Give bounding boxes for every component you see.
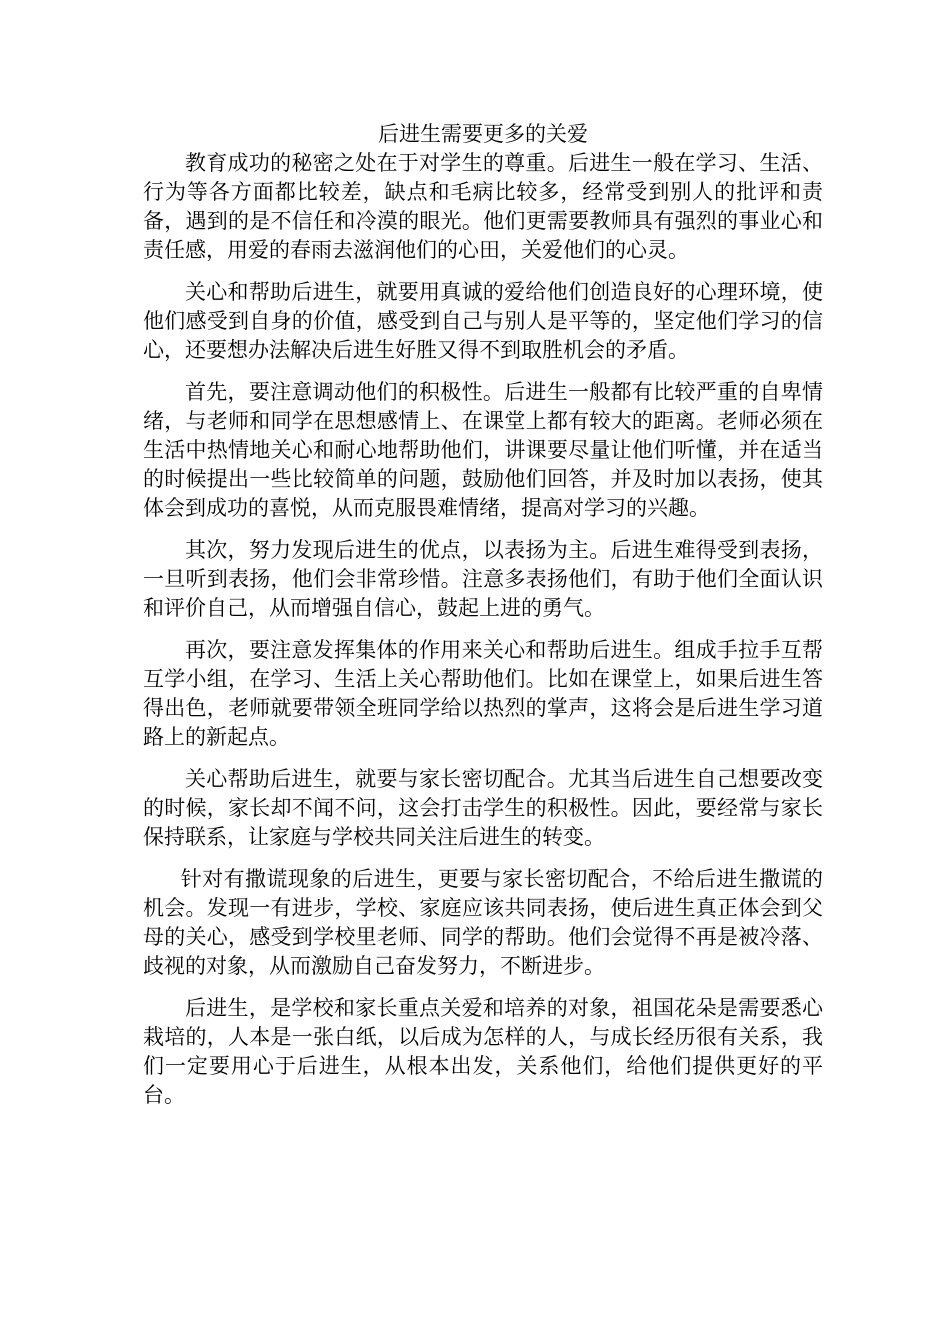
- paragraph-7: 针对有撒谎现象的后进生，更要与家长密切配合，不给后进生撒谎的机会。发现一有进步，学校、家庭应该共同表扬，使后进生真正体会到父母的关心，感受到学校里老师、同学的帮助。他们会觉得不再是被冷落、歧视的对象，从而激励自己奋发努力，不断进步。: [143, 867, 823, 978]
- document-body: [143, 120, 823, 1123]
- paragraph-8: 后进生，是学校和家长重点关爱和培养的对象，祖国花朵是需要悉心栽培的，人本是一张白纸，以后成为怎样的人，与成长经历很有关系，我们一定要用心于后进生，从根本出发，关系他们，给他们提供更好的平台。: [143, 996, 823, 1107]
- document-title: 后进生需要更多的关爱: [378, 122, 588, 146]
- paragraph-1: 教育成功的秘密之处在于对学生的尊重。后进生一般在学习、生活、行为等各方面都比较差，缺点和毛病比较多，经常受到别人的批评和责备，遇到的是不信任和冷漠的眼光。他们更需要教师具有强烈的事业心和责任感，用爱的春雨去滋润他们的心田，关爱他们的心灵。: [143, 151, 823, 262]
- paragraph-3: 首先，要注意调动他们的积极性。后进生一般都有比较严重的自卑情绪，与老师和同学在思想感情上、在课堂上都有较大的距离。老师必须在生活中热情地关心和耐心地帮助他们，讲课要尽量让他们听懂，并在适当的时候提出一些比较简单的问题，鼓励他们回答，并及时加以表扬，使其体会到成功的喜悦，从而克服畏难情绪，提高对学习的兴趣。: [143, 380, 823, 520]
- paragraph-6: 关心帮助后进生，就要与家长密切配合。尤其当后进生自己想要改变的时候，家长却不闻不问，这会打击学生的积极性。因此，要经常与家长保持联系，让家庭与学校共同关注后进生的转变。: [143, 767, 823, 849]
- paragraph-5: 再次，要注意发挥集体的作用来关心和帮助后进生。组成手拉手互帮互学小组，在学习、生活上关心帮助他们。比如在课堂上，如果后进生答得出色，老师就要带领全班同学给以热烈的掌声，这将会是后进生学习道路上的新起点。: [143, 638, 823, 749]
- paragraph-2: 关心和帮助后进生，就要用真诚的爱给他们创造良好的心理环境，使他们感受到自身的价值，感受到自己与别人是平等的，坚定他们学习的信心，还要想办法解决后进生好胜又得不到取胜机会的矛盾。: [143, 280, 823, 362]
- paragraph-4: 其次，努力发现后进生的优点，以表扬为主。后进生难得受到表扬，一旦听到表扬，他们会非常珍惜。注意多表扬他们，有助于他们全面认识和评价自己，从而增强自信心，鼓起上进的勇气。: [143, 538, 823, 620]
